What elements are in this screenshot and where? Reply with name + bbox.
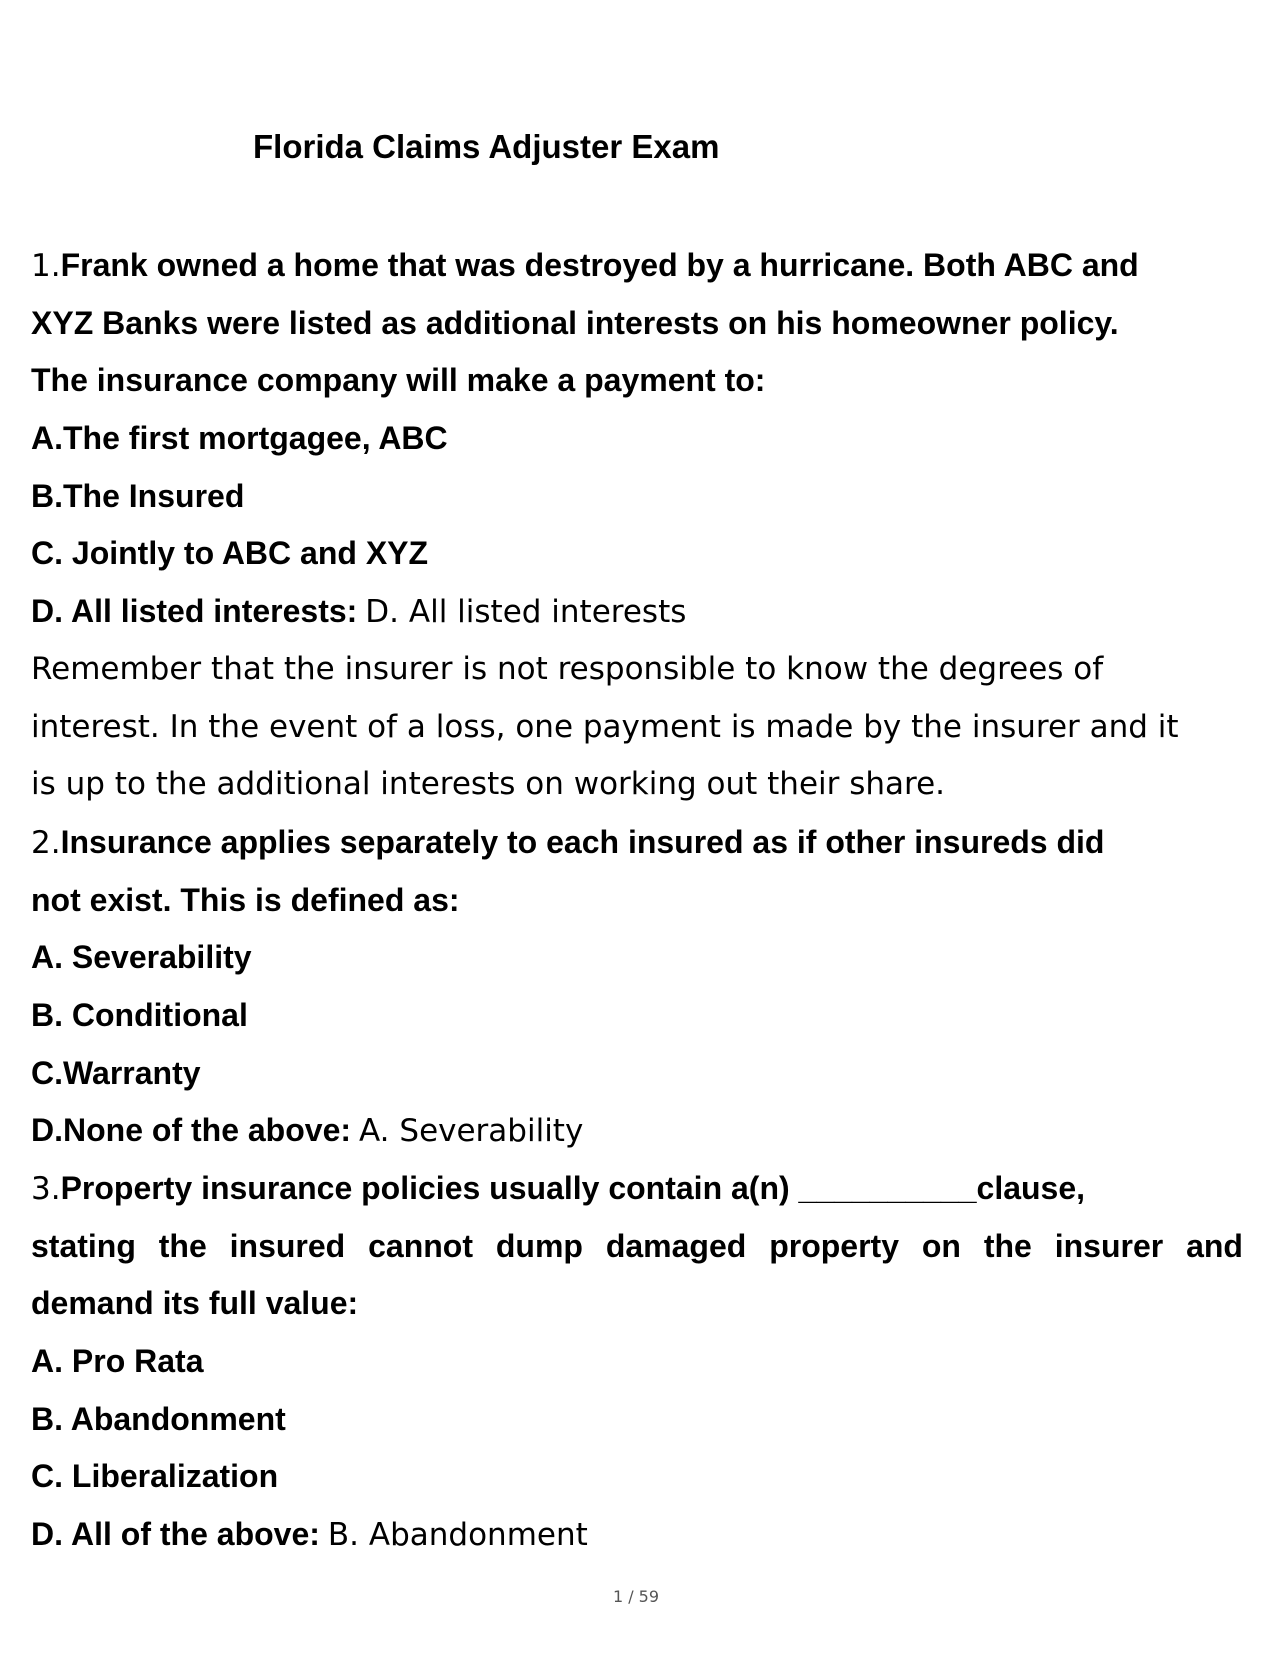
question-3-line-1 [31,1160,1271,1218]
option-text: Liberalization [71,1458,279,1495]
option-c [31,525,1271,583]
word: and [1186,1227,1243,1264]
word: dump [495,1227,583,1264]
explanation-line-2: interest. In the event of a loss, one payment is made by the insurer and it [31,708,1179,745]
question-1-line-1 [31,237,1271,295]
question-text: Property insurance policies usually contain a(n) __________clause, [60,1170,1086,1206]
option-letter: A. [31,939,63,976]
option-letter: A. [31,1343,63,1380]
option-text: The first mortgagee, ABC [63,420,448,457]
option-letter: D. [31,593,63,630]
question-2-line-1 [31,814,1271,872]
page-counter: 1 / 59 [612,1587,660,1606]
option-letter: B. [31,477,63,514]
option-text: Severability [71,939,252,976]
option-text: Pro Rata [71,1343,204,1380]
option-letter: D. [31,1516,63,1553]
word: insured [229,1227,346,1264]
option-a [31,1333,1271,1391]
explanation-line-3: is up to the additional interests on working out their share. [31,766,946,803]
question-number: 1. [31,248,61,284]
option-letter: A. [31,420,63,457]
option-c [31,1448,1271,1506]
answer-text: A. Severability [359,1113,584,1150]
option-text: Jointly to ABC and XYZ [71,535,429,572]
option-d [31,1506,1271,1564]
question-number: 3. [31,1171,61,1207]
answer-text: D. All listed interests [365,594,687,631]
page-title: Florida Claims Adjuster Exam [253,128,720,165]
option-text: The Insured [63,477,245,514]
question-1-line-3: The insurance company will make a payment to: [31,362,766,399]
option-text: Abandonment [70,1400,286,1437]
word: insurer [1054,1227,1164,1264]
option-b [31,1391,1271,1449]
option-c [31,1045,1271,1103]
option-d [31,583,1271,641]
word: the [983,1227,1032,1264]
answer-text: B. Abandonment [327,1517,588,1554]
option-letter: C. [31,1458,63,1495]
option-a [31,410,1271,468]
option-text: All listed interests: [71,593,358,630]
word: cannot [368,1227,473,1264]
question-text: Frank owned a home that was destroyed by a hurricane. Both ABC and [60,247,1139,283]
option-letter: C. [31,1054,63,1091]
question-number: 2. [31,824,61,861]
option-d [31,1102,1271,1160]
word: stating [31,1227,136,1264]
option-letter: C. [31,535,63,572]
explanation-line-1: Remember that the insurer is not responsible to know the degrees of [31,650,1104,687]
question-3-line-2 [31,1218,1243,1276]
question-3-line-3: demand its full value: [31,1285,359,1322]
option-letter: B. [31,996,63,1033]
option-text: None of the above: [63,1112,352,1149]
option-text: Warranty [63,1054,201,1091]
question-2-line-2: not exist. This is defined as: [31,881,460,918]
option-b [31,987,1271,1045]
option-letter: B. [31,1400,63,1437]
option-text: All of the above: [71,1516,320,1553]
document-body [31,237,1271,1564]
option-letter: D. [31,1112,63,1149]
option-b [31,468,1271,526]
question-text: Insurance applies separately to each insured as if other insureds did [60,823,1105,860]
question-1-line-2: XYZ Banks were listed as additional interests on his homeowner policy. [31,304,1119,341]
word: the [158,1227,207,1264]
word: property [769,1227,899,1264]
option-a [31,929,1271,987]
word: on [921,1227,961,1264]
option-text: Conditional [71,996,248,1033]
word: damaged [605,1227,747,1264]
